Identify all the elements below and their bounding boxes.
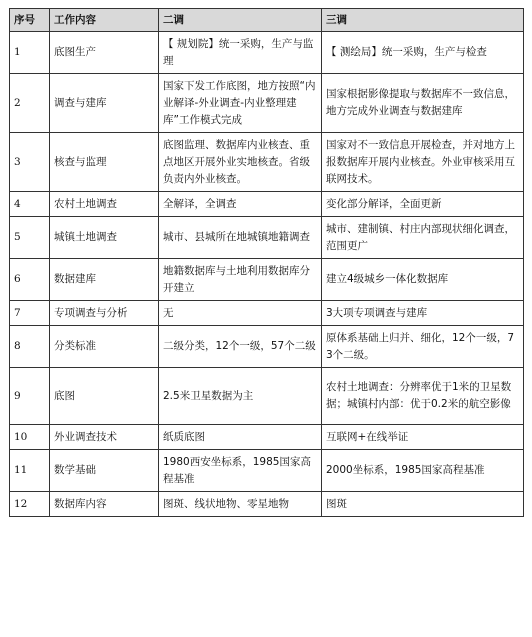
table-row [10,450,524,492]
row-index: 8 [10,326,50,368]
table-row [10,368,524,425]
row-second-survey: 图斑、线状地物、零星地物 [159,492,322,517]
table-row [10,326,524,368]
table-row [10,32,524,74]
row-third-survey: 2000坐标系，1985国家高程基准 [322,450,524,492]
row-index: 4 [10,192,50,217]
row-work-content: 专项调查与分析 [50,301,159,326]
row-third-survey: 建立4级城乡一体化数据库 [322,259,524,301]
table-row [10,301,524,326]
row-third-survey: 3大项专项调查与建库 [322,301,524,326]
row-third-survey: 【 测绘局】统一采购，生产与检查 [322,32,524,74]
row-third-survey: 原体系基础上归并、细化，12个一级，73个二级。 [322,326,524,368]
table-row [10,425,524,450]
row-third-survey: 图斑 [322,492,524,517]
header-third-survey: 三调 [322,9,524,32]
row-second-survey: 国家下发工作底图，地方按照“内业解译-外业调查-内业整理建库”工作模式完成 [159,74,322,133]
row-index: 1 [10,32,50,74]
table-row [10,192,524,217]
table-row [10,492,524,517]
row-work-content: 底图 [50,368,159,425]
row-second-survey: 无 [159,301,322,326]
row-third-survey: 农村土地调查：分辨率优于1米的卫星数据；城镇村内部：优于0.2米的航空影像 [322,368,524,425]
row-index: 6 [10,259,50,301]
row-index: 9 [10,368,50,425]
header-index: 序号 [10,9,50,32]
row-second-survey: 二级分类，12个一级，57个二级 [159,326,322,368]
table-row [10,133,524,192]
row-work-content: 农村土地调查 [50,192,159,217]
row-index: 10 [10,425,50,450]
table-header-row [10,9,524,32]
row-work-content: 底图生产 [50,32,159,74]
row-second-survey: 地籍数据库与土地利用数据库分开建立 [159,259,322,301]
row-work-content: 核查与监理 [50,133,159,192]
row-index: 3 [10,133,50,192]
row-third-survey: 互联网+在线举证 [322,425,524,450]
row-work-content: 城镇土地调查 [50,217,159,259]
row-second-survey: 【 规划院】统一采购，生产与监理 [159,32,322,74]
row-work-content: 数据库内容 [50,492,159,517]
row-work-content: 调查与建库 [50,74,159,133]
row-third-survey: 国家对不一致信息开展检查，并对地方上报数据库开展内业核查。外业审核采用互联网技术。 [322,133,524,192]
row-second-survey: 1980西安坐标系，1985国家高程基准 [159,450,322,492]
row-work-content: 分类标准 [50,326,159,368]
table-row [10,259,524,301]
header-second-survey: 二调 [159,9,322,32]
row-index: 11 [10,450,50,492]
table-row [10,74,524,133]
comparison-table [9,8,524,517]
row-second-survey: 城市、县城所在地城镇地籍调查 [159,217,322,259]
row-index: 5 [10,217,50,259]
row-work-content: 外业调查技术 [50,425,159,450]
row-index: 7 [10,301,50,326]
row-work-content: 数学基础 [50,450,159,492]
row-third-survey: 国家根据影像提取与数据库不一致信息，地方完成外业调查与数据建库 [322,74,524,133]
row-work-content: 数据建库 [50,259,159,301]
header-work-content: 工作内容 [50,9,159,32]
row-second-survey: 纸质底图 [159,425,322,450]
row-index: 12 [10,492,50,517]
row-second-survey: 底图监理、数据库内业核查、重点地区开展外业实地核查。省级负责内外业核查。 [159,133,322,192]
row-second-survey: 2.5米卫星数据为主 [159,368,322,425]
row-third-survey: 变化部分解译，全面更新 [322,192,524,217]
table-row [10,217,524,259]
comparison-table-container [9,8,523,517]
row-index: 2 [10,74,50,133]
row-second-survey: 全解译，全调查 [159,192,322,217]
row-third-survey: 城市、建制镇、村庄内部现状细化调查，范围更广 [322,217,524,259]
